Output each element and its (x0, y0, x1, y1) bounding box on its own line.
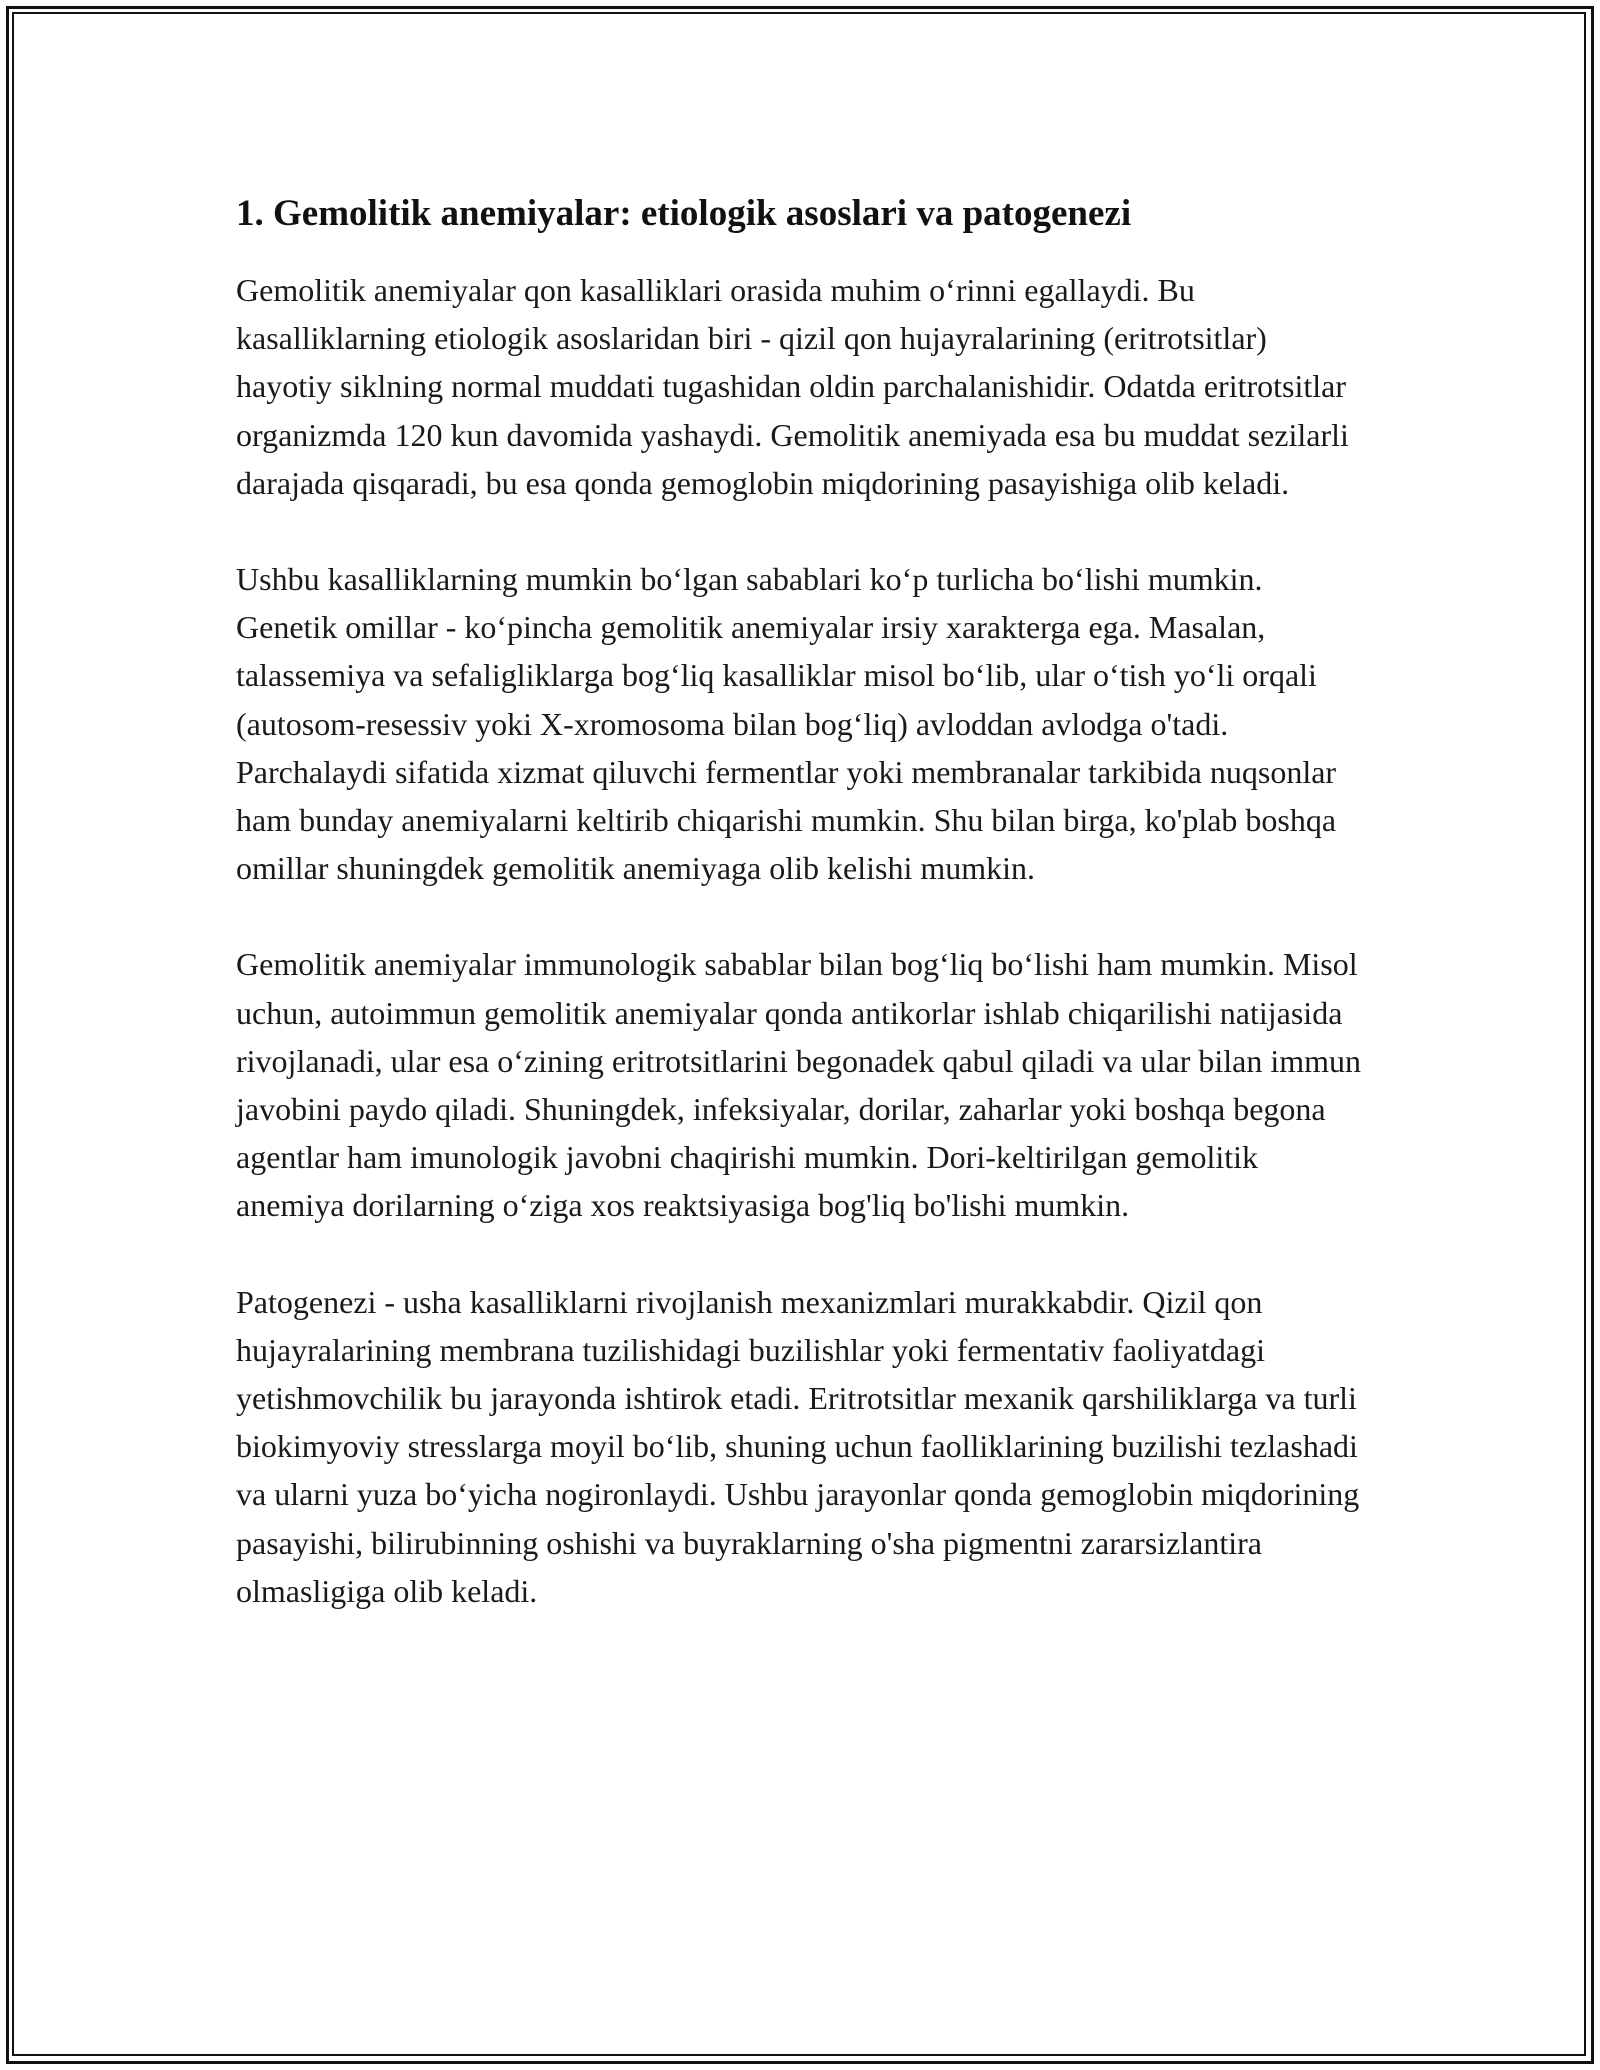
paragraph-genetic-causes: Ushbu kasalliklarning mumkin bo‘lgan sabablari ko‘p turlicha bo‘lishi mumkin. Genetik omillar - ko‘pincha gemolitik anemiyalar irsiy xarakterga ega. Masalan, talassemiya va sefaligliklarga bog‘liq kasalliklar misol bo‘lib, ular o‘tish yo‘li orqali (autosom-resessiv yoki X-xromosoma bilan bog‘liq) avloddan avlodga o'tadi. Parchalaydi sifatida xizmat qiluvchi fermentlar yoki membranalar tarkibida nuqsonlar ham bunday anemiyalarni keltirib chiqarishi mumkin. Shu bilan birga, ko'plab boshqa omillar shuningdek gemolitik anemiyaga olib kelishi mumkin. (236, 561, 1337, 887)
paragraph-etiology-intro: Gemolitik anemiyalar qon kasalliklari orasida muhim o‘rinni egallaydi. Bu kasalliklarning etiologik asoslaridan biri - qizil qon hujayralarining (eritrotsitlar) hayotiy siklning normal muddati tugashidan oldin parchalanishidir. Odatda eritrotsitlar organizmda 120 kun davomida yashaydi. Gemolitik anemiyada esa bu muddat sezilarli darajada qisqaradi, bu esa qonda gemoglobin miqdorining pasayishiga olib keladi. (236, 272, 1349, 501)
paragraph-pathogenesis: Patogenezi - usha kasalliklarni rivojlanish mexanizmlari murakkabdir. Qizil qon hujayralarining membrana tuzilishidagi buzilishlar yoki fermentativ faoliyatdagi yetishmovchilik bu jarayonda ishtirok etadi. Eritrotsitlar mexanik qarshiliklarga va turli biokimyoviy stresslarga moyil bo‘lib, shuning uchun faolliklarining buzilishi tezlashadi va ularni yuza bo‘yicha nogironlaydi. Ushbu jarayonlar qonda gemoglobin miqdorining pasayishi, bilirubinning oshishi va buyraklarning o'sha pigmentni zararsizlantira olmasligiga olib keladi. (236, 1283, 1360, 1609)
document-body (236, 186, 1366, 1615)
paragraph-immunologic-causes: Gemolitik anemiyalar immunologik sabablar bilan bog‘liq bo‘lishi ham mumkin. Misol uchun, autoimmun gemolitik anemiyalar qonda antikorlar ishlab chiqarilishi natijasida rivojlanadi, ular esa o‘zining eritrotsitlarini begonadek qabul qiladi va ular bilan immun javobini paydo qiladi. Shuningdek, infeksiyalar, dorilar, zaharlar yoki boshqa begona agentlar ham imunologik javobni chaqirishi mumkin. Dori-keltirilgan gemolitik anemiya dorilarning o‘ziga xos reaktsiyasiga bog'liq bo'lishi mumkin. (236, 946, 1362, 1224)
section-heading: 1. Gemolitik anemiyalar: etiologik asoslari va patogenezi (236, 193, 1132, 234)
